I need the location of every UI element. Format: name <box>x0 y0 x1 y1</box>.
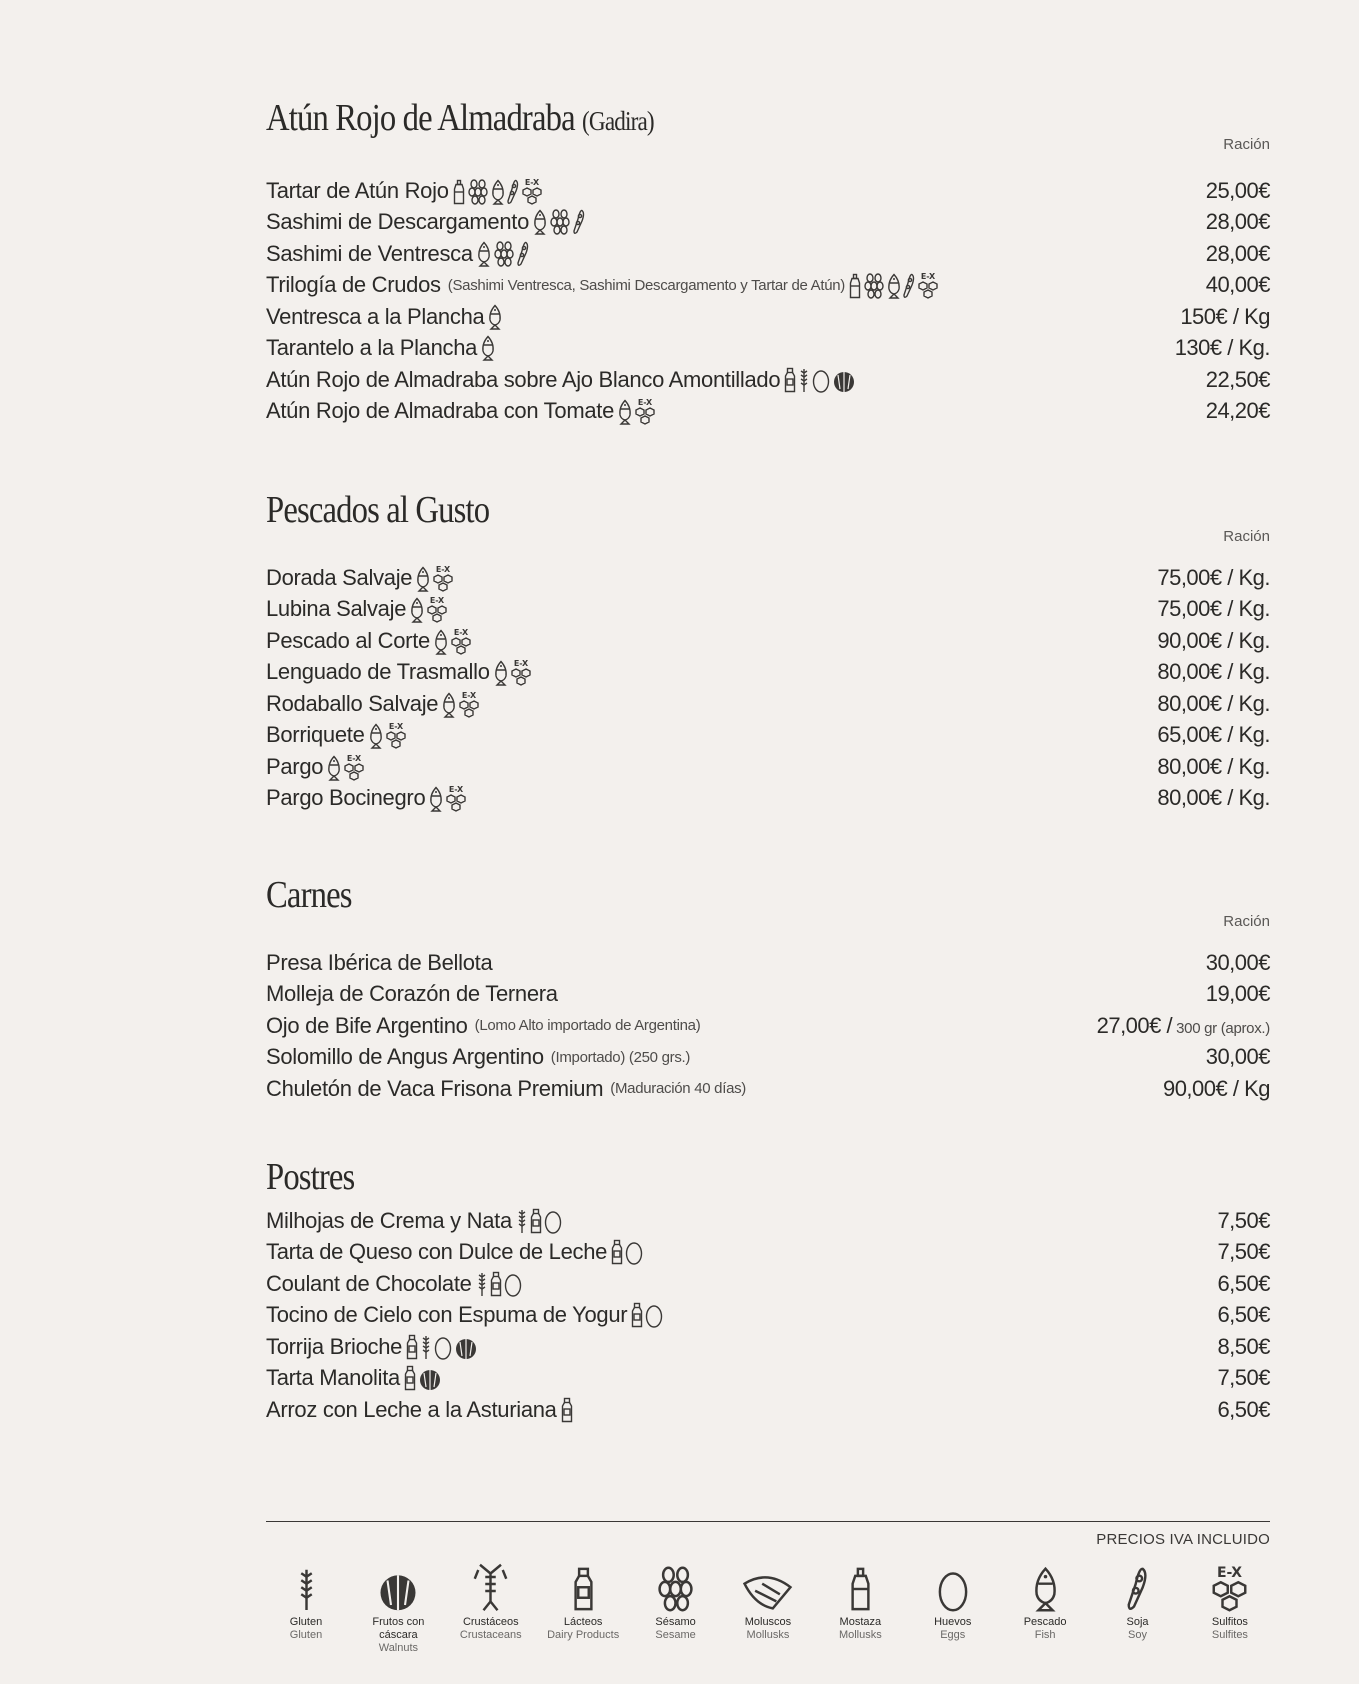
dairy-icon <box>530 1208 542 1234</box>
menu-item-price <box>1206 950 1270 976</box>
sesame-icon <box>863 273 885 299</box>
legend-label-es: Mostaza <box>839 1616 882 1628</box>
menu-item-row <box>266 1394 1270 1426</box>
egg-icon <box>937 1560 969 1612</box>
legend-label-en: Crustaceans <box>459 1629 522 1641</box>
fish-icon <box>488 304 502 330</box>
item-list <box>266 175 1270 427</box>
allergen-icons <box>327 753 365 781</box>
sulfites-icon <box>426 595 448 623</box>
price-value: 80,00€ / Kg. <box>1157 753 1270 779</box>
fish-icon <box>442 692 456 718</box>
allergen-icons <box>406 1334 478 1360</box>
menu-item-price <box>1217 1302 1270 1328</box>
menu-item-left <box>266 1208 562 1234</box>
price-value: 80,00€ / Kg. <box>1157 659 1270 685</box>
menu-item-row <box>266 657 1270 689</box>
menu-item-price <box>1180 304 1270 330</box>
legend-label-en: Sulfites <box>1211 1629 1248 1641</box>
legend-label-es: Huevos <box>934 1616 972 1628</box>
legend-label-en: Soy <box>1128 1629 1147 1641</box>
menu-item-left <box>266 784 467 812</box>
fish-icon <box>618 399 632 425</box>
price-value: 7,50€ <box>1217 1365 1270 1391</box>
price-value: 130€ / Kg. <box>1174 335 1270 361</box>
menu-item-name: Borriquete <box>266 722 365 748</box>
legend-item-molluscs <box>728 1560 808 1655</box>
price-value: 65,00€ / Kg. <box>1157 722 1270 748</box>
svg-text:E-X: E-X <box>347 753 362 763</box>
price-value: 6,50€ <box>1217 1302 1270 1328</box>
menu-item-left <box>266 1302 663 1328</box>
price-value: 80,00€ / Kg. <box>1157 690 1270 716</box>
fish-icon <box>327 755 341 781</box>
column-header-racion: Ración <box>1223 528 1270 545</box>
allergen-icons <box>442 690 480 718</box>
menu-item-left <box>266 367 856 393</box>
menu-item-name: Rodaballo Salvaje <box>266 690 439 716</box>
egg-icon <box>812 369 830 393</box>
menu-item-note: (Sashimi Ventresca, Sashimi Descargamento y Tartar de Atún) <box>447 276 845 294</box>
price-value: 8,50€ <box>1217 1333 1270 1359</box>
price-value: 75,00€ / Kg. <box>1157 564 1270 590</box>
allergen-icons <box>631 1302 663 1328</box>
sesame-icon <box>549 209 571 235</box>
menu-item-price <box>1217 1271 1270 1297</box>
menu-item-row <box>266 1331 1270 1363</box>
sulfites-icon <box>445 784 467 812</box>
svg-text:E-X: E-X <box>637 398 653 408</box>
allergen-icons <box>516 1208 562 1234</box>
menu-item-row <box>266 1073 1270 1105</box>
menu-item-price <box>1217 1397 1270 1423</box>
menu-item-price <box>1157 754 1270 780</box>
menu-item-left <box>266 627 472 655</box>
menu-item-left <box>266 304 502 330</box>
menu-item-price <box>1217 1208 1270 1234</box>
menu-item-price <box>1206 178 1270 204</box>
prices-vat-note: PRECIOS IVA INCLUIDO <box>1096 1531 1270 1548</box>
menu-item-row <box>266 238 1270 270</box>
menu-item-name: Tartar de Atún Rojo <box>266 177 449 203</box>
soy-icon <box>573 209 585 235</box>
legend-label-es: Crustáceos <box>462 1616 519 1628</box>
fish-icon <box>410 597 424 623</box>
legend-label-es: Sulfitos <box>1211 1616 1248 1628</box>
legend-item-gluten <box>266 1560 346 1655</box>
fish-icon <box>429 786 443 812</box>
menu-item-row <box>266 301 1270 333</box>
fish-icon <box>481 335 495 361</box>
menu-item-price <box>1175 335 1270 361</box>
menu-item-name: Trilogía de Crudos <box>266 272 441 298</box>
price-value: 7,50€ <box>1217 1207 1270 1233</box>
svg-text:E-X: E-X <box>388 722 403 732</box>
menu-item-price <box>1157 722 1270 748</box>
svg-text:E-X: E-X <box>436 564 451 574</box>
legend-item-egg <box>913 1560 993 1655</box>
legend-label-en: Dairy Products <box>547 1629 620 1641</box>
price-value: 6,50€ <box>1217 1270 1270 1296</box>
dairy-icon <box>784 367 796 393</box>
soy-icon <box>1127 1560 1148 1612</box>
soy-icon <box>903 273 915 299</box>
dairy-icon <box>611 1239 623 1265</box>
mustard-icon <box>850 1560 871 1612</box>
menu-item-name: Pargo Bocinegro <box>266 785 426 811</box>
menu-item-left <box>266 690 480 718</box>
fish-icon <box>533 209 547 235</box>
egg-icon <box>625 1241 643 1265</box>
sulfites-icon <box>432 564 454 592</box>
fish-icon <box>491 179 505 205</box>
column-header-racion: Ración <box>1223 913 1270 930</box>
menu-item-note: (Importado) (250 grs.) <box>550 1048 691 1066</box>
price-value: 28,00€ <box>1205 240 1270 266</box>
legend-item-fish <box>1005 1560 1085 1655</box>
svg-text:E-X: E-X <box>920 272 936 282</box>
allergen-icons <box>494 658 532 686</box>
allergen-icons <box>434 627 472 655</box>
legend-label-en: Gluten <box>289 1629 323 1641</box>
menu-item-price <box>1217 1239 1270 1265</box>
legend-label-es: Pescado <box>1023 1616 1067 1628</box>
sulfites-icon <box>917 271 939 299</box>
menu-item-name: Presa Ibérica de Bellota <box>266 949 493 975</box>
legend-label-en: Mollusks <box>838 1629 882 1641</box>
legend-label-es: Soja <box>1126 1616 1149 1628</box>
legend-item-mustard <box>820 1560 900 1655</box>
menu-item-name: Tarantelo a la Plancha <box>266 335 478 361</box>
legend-item-dairy <box>543 1560 623 1655</box>
legend-item-nuts <box>358 1560 438 1655</box>
nuts-icon <box>418 1367 442 1391</box>
molluscs-icon <box>741 1560 794 1612</box>
allergen-icons <box>404 1365 442 1391</box>
menu-item-row <box>266 364 1270 396</box>
svg-text:E-X: E-X <box>449 785 464 795</box>
mustard-icon <box>849 273 861 299</box>
allergen-icons <box>476 1271 522 1297</box>
menu-item-price <box>1206 398 1270 424</box>
menu-item-row <box>266 562 1270 594</box>
price-value: 24,20€ <box>1205 398 1270 424</box>
price-value: 150€ / Kg <box>1180 303 1270 329</box>
menu-item-price <box>1157 691 1270 717</box>
dairy-icon <box>406 1334 418 1360</box>
menu-item-left <box>266 271 939 299</box>
menu-item-price <box>1163 1076 1270 1102</box>
egg-icon <box>434 1336 452 1360</box>
allergen-icons <box>453 177 543 205</box>
section-title-text: Atún Rojo de Almadraba <box>266 97 575 139</box>
svg-text:E-X: E-X <box>513 659 528 669</box>
allergen-icons <box>429 784 467 812</box>
section-title: Postres <box>266 1156 355 1198</box>
footer-divider <box>266 1521 1270 1522</box>
menu-item-left <box>266 1365 442 1391</box>
menu-item-row <box>266 625 1270 657</box>
menu-item-name: Lubina Salvaje <box>266 596 407 622</box>
legend-item-crustaceans <box>451 1560 531 1655</box>
menu-item-name: Tocino de Cielo con Espuma de Yogur <box>266 1302 628 1328</box>
menu-item-name: Pargo <box>266 753 324 779</box>
menu-item-name: Torrija Brioche <box>266 1333 403 1359</box>
dairy-icon <box>573 1560 594 1612</box>
menu-item-left <box>266 753 365 781</box>
menu-item-price <box>1206 367 1270 393</box>
allergen-icons <box>481 335 495 361</box>
menu-item-left <box>266 564 454 592</box>
svg-text:E-X: E-X <box>1217 1565 1243 1581</box>
legend-label-en: Sesame <box>655 1629 696 1641</box>
menu-item-name: Atún Rojo de Almadraba con Tomate <box>266 398 615 424</box>
allergen-icons <box>618 397 656 425</box>
menu-item-price <box>1206 981 1270 1007</box>
menu-item-name: Solomillo de Angus Argentino <box>266 1044 544 1070</box>
menu-item-price <box>1217 1365 1270 1391</box>
menu-item-row <box>266 175 1270 207</box>
allergen-icons <box>477 241 529 267</box>
menu-item-name: Coulant de Chocolate <box>266 1270 472 1296</box>
fish-icon <box>369 723 383 749</box>
svg-text:E-X: E-X <box>429 596 445 606</box>
svg-text:E-X: E-X <box>462 690 477 700</box>
price-value: 6,50€ <box>1217 1396 1270 1422</box>
menu-item-row <box>266 1205 1270 1237</box>
gluten-icon <box>296 1560 317 1612</box>
gluten-icon <box>516 1208 528 1234</box>
menu-item-price <box>1157 785 1270 811</box>
allergen-icons <box>488 304 502 330</box>
menu-item-left <box>266 950 492 976</box>
section-title-sub: (Gadira) <box>582 106 654 136</box>
menu-item-row <box>266 979 1270 1011</box>
legend-label-en: Mollusks <box>746 1629 790 1641</box>
menu-item-row <box>266 1300 1270 1332</box>
menu-item-row <box>266 333 1270 365</box>
price-value: 40,00€ <box>1205 272 1270 298</box>
section-title <box>266 96 654 140</box>
menu-item-name: Atún Rojo de Almadraba sobre Ajo Blanco Amontillado <box>266 366 781 392</box>
menu-item-left <box>266 335 495 361</box>
menu-item-price <box>1206 241 1270 267</box>
sulfites-icon <box>634 397 656 425</box>
menu-item-price <box>1157 659 1270 685</box>
fish-icon <box>1033 1560 1058 1612</box>
section-title: Pescados al Gusto <box>266 489 490 531</box>
menu-item-price <box>1206 1044 1270 1070</box>
menu-item-name: Arroz con Leche a la Asturiana <box>266 1396 557 1422</box>
menu-item-name: Sashimi de Descargamento <box>266 209 530 235</box>
svg-text:E-X: E-X <box>524 177 539 187</box>
menu-item-note: (Maduración 40 días) <box>610 1080 747 1098</box>
legend-item-soy <box>1098 1560 1178 1655</box>
legend-item-sulfites <box>1190 1560 1270 1655</box>
menu-item-left <box>266 1044 690 1070</box>
sulfites-icon <box>343 753 365 781</box>
allergen-icons <box>611 1239 643 1265</box>
sulfites-icon <box>1210 1560 1249 1612</box>
gluten-icon <box>476 1271 488 1297</box>
soy-icon <box>517 241 529 267</box>
egg-icon <box>645 1304 663 1328</box>
menu-item-left <box>266 721 407 749</box>
price-value: 30,00€ <box>1205 1044 1270 1070</box>
price-value: 80,00€ / Kg. <box>1157 785 1270 811</box>
legend-label-es: Gluten <box>289 1616 323 1628</box>
menu-item-row <box>266 688 1270 720</box>
item-list <box>266 562 1270 814</box>
legend-label-es: Sésamo <box>655 1616 696 1628</box>
menu-item-name: Lenguado de Trasmallo <box>266 659 490 685</box>
menu-item-name: Chuletón de Vaca Frisona Premium <box>266 1075 604 1101</box>
menu-item-name: Ojo de Bife Argentino <box>266 1012 468 1038</box>
allergen-icons <box>784 367 856 393</box>
price-value: 30,00€ <box>1205 949 1270 975</box>
menu-item-left <box>266 241 529 267</box>
menu-item-name: Sashimi de Ventresca <box>266 240 473 266</box>
menu-item-left <box>266 1271 522 1297</box>
menu-item-name: Dorada Salvaje <box>266 564 413 590</box>
menu-item-left <box>266 209 585 235</box>
menu-item-name: Tarta Manolita <box>266 1365 400 1391</box>
price-value: 7,50€ <box>1217 1239 1270 1265</box>
sesame-icon <box>493 241 515 267</box>
menu-item-row <box>266 1268 1270 1300</box>
menu-item-price <box>1206 209 1270 235</box>
legend-item-sesame <box>636 1560 716 1655</box>
egg-icon <box>504 1273 522 1297</box>
allergen-icons <box>533 209 585 235</box>
menu-page <box>266 0 1270 1684</box>
menu-item-row <box>266 1237 1270 1269</box>
menu-item-row <box>266 720 1270 752</box>
menu-item-row <box>266 783 1270 815</box>
legend-label-en: Walnuts <box>378 1642 419 1654</box>
section-title: Carnes <box>266 874 352 916</box>
menu-item-name: Molleja de Corazón de Ternera <box>266 981 558 1007</box>
menu-item-name: Pescado al Corte <box>266 627 430 653</box>
fish-icon <box>434 629 448 655</box>
sulfites-icon <box>458 690 480 718</box>
menu-item-row <box>266 594 1270 626</box>
menu-item-price <box>1157 596 1270 622</box>
sulfites-icon <box>521 177 543 205</box>
egg-icon <box>544 1210 562 1234</box>
fish-icon <box>477 241 491 267</box>
sulfites-icon <box>385 721 407 749</box>
column-header-racion: Ración <box>1223 136 1270 153</box>
allergen-icons <box>369 721 407 749</box>
price-value: 28,00€ <box>1205 209 1270 235</box>
menu-item-left <box>266 981 558 1007</box>
menu-item-left <box>266 1397 573 1423</box>
menu-item-name: Ventresca a la Plancha <box>266 303 485 329</box>
menu-item-price <box>1206 272 1270 298</box>
allergen-icons <box>410 595 448 623</box>
menu-item-price <box>1157 565 1270 591</box>
menu-item-price <box>1157 628 1270 654</box>
menu-item-row <box>266 751 1270 783</box>
price-value: 90,00€ / Kg. <box>1157 627 1270 653</box>
nuts-icon <box>377 1560 419 1612</box>
fish-icon <box>494 660 508 686</box>
item-list <box>266 1205 1270 1426</box>
allergen-legend <box>266 1560 1270 1655</box>
menu-item-row <box>266 1010 1270 1042</box>
soy-icon <box>507 179 519 205</box>
fish-icon <box>416 566 430 592</box>
sesame-icon <box>656 1560 695 1612</box>
item-list <box>266 947 1270 1105</box>
price-value: 19,00€ <box>1205 981 1270 1007</box>
menu-item-row <box>266 1042 1270 1074</box>
menu-item-row <box>266 270 1270 302</box>
fish-icon <box>887 273 901 299</box>
svg-text:E-X: E-X <box>453 627 469 637</box>
price-note: 300 gr (aprox.) <box>1176 1019 1270 1037</box>
allergen-icons <box>561 1397 573 1423</box>
price-value: 90,00€ / Kg <box>1162 1075 1270 1101</box>
legend-label-es: Lácteos <box>563 1616 603 1628</box>
sesame-icon <box>467 179 489 205</box>
legend-label-es: Frutos con cáscara <box>372 1616 425 1641</box>
menu-item-left <box>266 1239 643 1265</box>
dairy-icon <box>631 1302 643 1328</box>
sulfites-icon <box>450 627 472 655</box>
mustard-icon <box>453 179 465 205</box>
legend-label-es: Moluscos <box>744 1616 792 1628</box>
sulfites-icon <box>510 658 532 686</box>
gluten-icon <box>420 1334 432 1360</box>
allergen-icons <box>416 564 454 592</box>
legend-label-en: Eggs <box>940 1629 966 1641</box>
menu-item-left <box>266 658 532 686</box>
menu-item-note: (Lomo Alto importado de Argentina) <box>474 1017 701 1035</box>
menu-item-row <box>266 207 1270 239</box>
menu-item-left <box>266 1076 746 1102</box>
menu-item-left <box>266 177 543 205</box>
nuts-icon <box>832 369 856 393</box>
price-value: 75,00€ / Kg. <box>1157 596 1270 622</box>
price-value: 27,00€ / <box>1096 1012 1173 1038</box>
crustaceans-icon <box>471 1560 510 1612</box>
menu-item-row <box>266 947 1270 979</box>
menu-item-row <box>266 396 1270 428</box>
allergen-icons <box>849 271 939 299</box>
dairy-icon <box>561 1397 573 1423</box>
menu-item-name: Tarta de Queso con Dulce de Leche <box>266 1239 608 1265</box>
menu-item-left <box>266 397 656 425</box>
menu-item-name: Milhojas de Crema y Nata <box>266 1207 512 1233</box>
menu-item-price <box>1217 1334 1270 1360</box>
price-value: 22,50€ <box>1205 366 1270 392</box>
price-value: 25,00€ <box>1205 177 1270 203</box>
menu-item-left <box>266 595 448 623</box>
gluten-icon <box>798 367 810 393</box>
menu-item-left <box>266 1334 478 1360</box>
legend-label-en: Fish <box>1034 1629 1056 1641</box>
menu-item-row <box>266 1363 1270 1395</box>
dairy-icon <box>404 1365 416 1391</box>
dairy-icon <box>490 1271 502 1297</box>
menu-item-left <box>266 1013 700 1039</box>
nuts-icon <box>454 1336 478 1360</box>
menu-item-price <box>1097 1013 1270 1039</box>
